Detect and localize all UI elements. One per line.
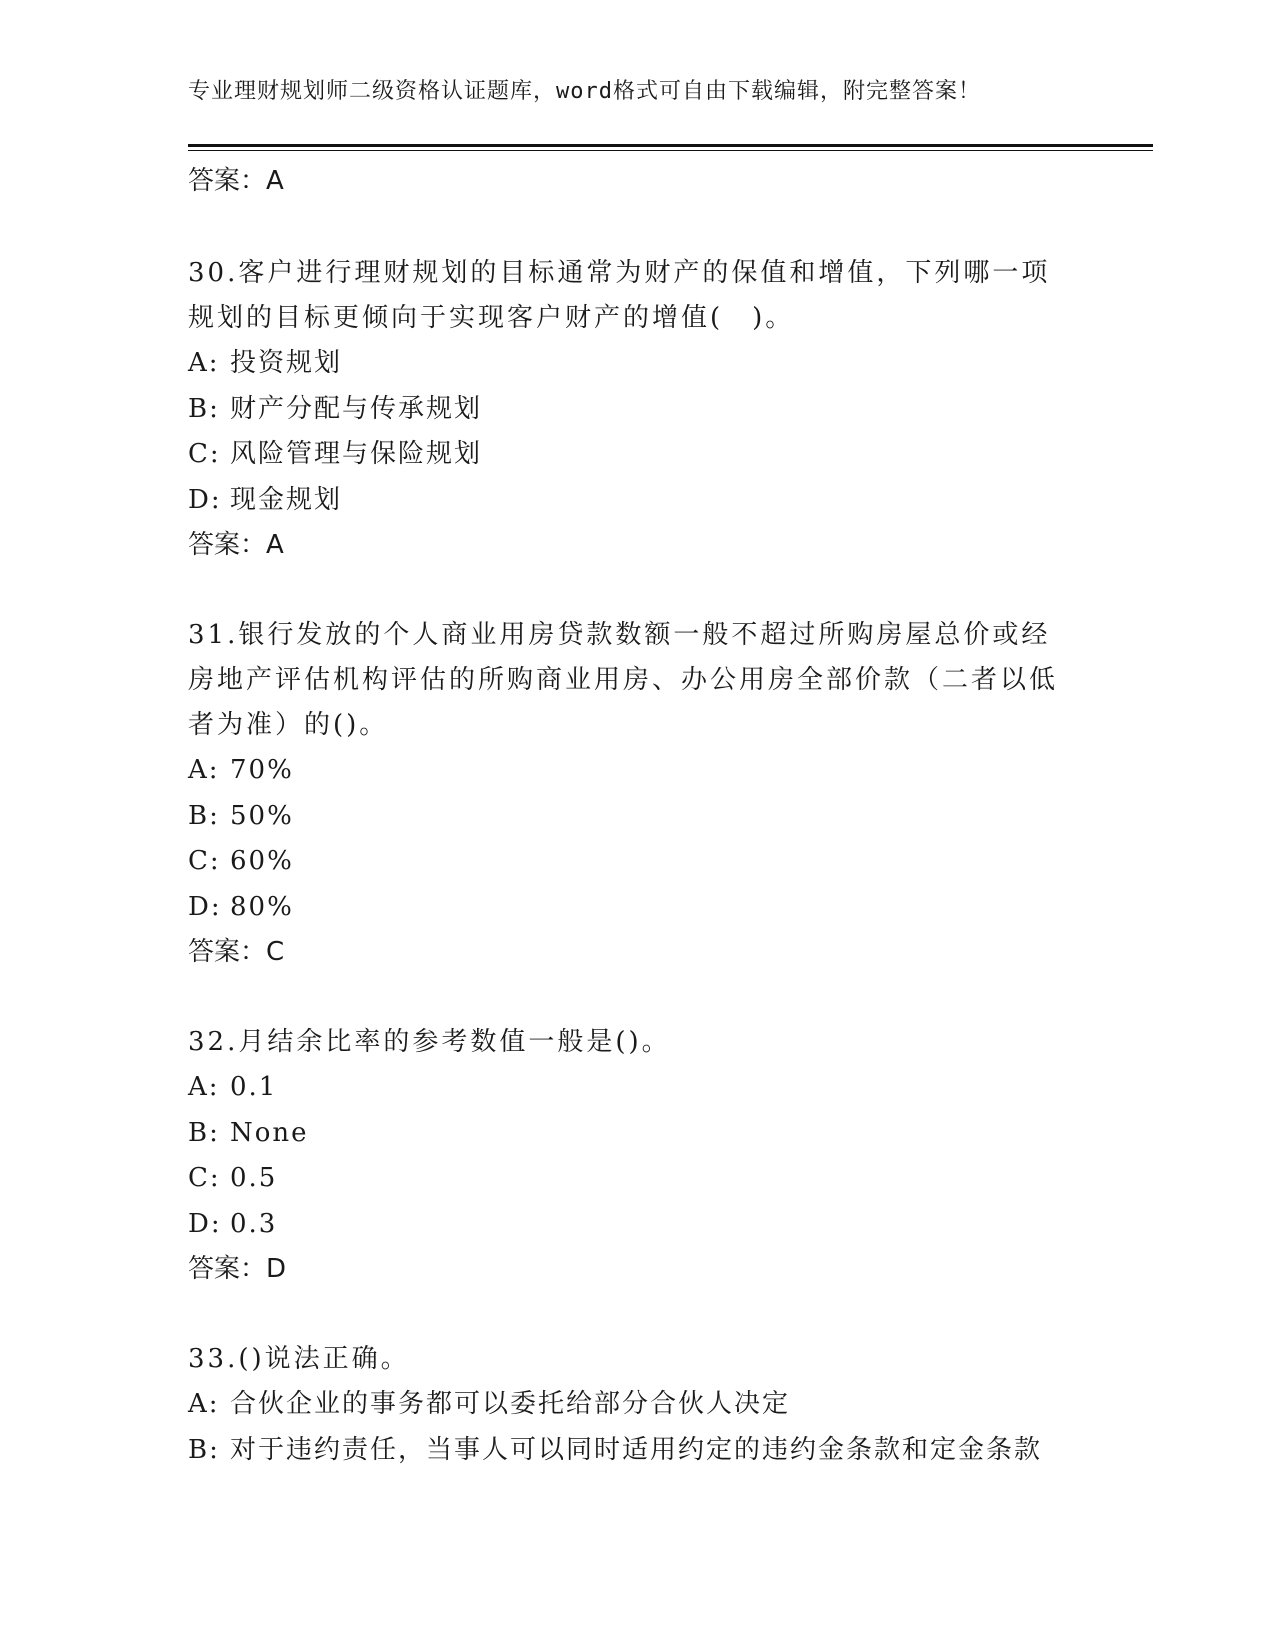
header-rule-thick bbox=[188, 144, 1153, 147]
option-letter: B: bbox=[188, 800, 220, 831]
option-letter: B: bbox=[188, 393, 220, 424]
option-letter: D: bbox=[188, 1208, 222, 1239]
option-text: 合伙企业的事务都可以委托给部分合伙人决定 bbox=[230, 1389, 791, 1419]
question-text: 32.月结余比率的参考数值一般是()。 bbox=[188, 1027, 671, 1057]
option-item bbox=[188, 387, 1088, 433]
option-letter: C: bbox=[188, 1163, 221, 1193]
question-list bbox=[188, 157, 1088, 1473]
option-text: 风险管理与保险规划 bbox=[230, 439, 483, 469]
option-item bbox=[188, 341, 1088, 387]
option-item bbox=[188, 1111, 1088, 1157]
option-text: 0.1 bbox=[230, 1072, 278, 1102]
option-item bbox=[188, 432, 1088, 478]
answer-line: 答案：A bbox=[188, 166, 284, 196]
option-text: 财产分配与传承规划 bbox=[230, 393, 483, 424]
option-item bbox=[188, 885, 1088, 931]
option-item bbox=[188, 748, 1088, 794]
option-item bbox=[188, 839, 1088, 885]
question-block bbox=[188, 613, 1088, 974]
option-item bbox=[188, 1065, 1088, 1111]
option-item bbox=[188, 794, 1088, 840]
option-item bbox=[188, 1382, 1088, 1428]
question-block bbox=[188, 1337, 1088, 1473]
option-letter: D: bbox=[188, 891, 222, 922]
option-letter: B: bbox=[188, 1434, 220, 1465]
option-text: 70% bbox=[230, 755, 294, 785]
option-item bbox=[188, 1202, 1088, 1248]
option-text: 现金规划 bbox=[230, 484, 343, 515]
page-header: 专业理财规划师二级资格认证题库，word格式可自由下载编辑，附完整答案！ bbox=[188, 79, 981, 104]
option-text: 60% bbox=[230, 846, 294, 876]
option-letter: C: bbox=[188, 439, 221, 469]
option-text: 0.5 bbox=[230, 1163, 278, 1193]
question-block bbox=[188, 251, 1088, 567]
header-rule-thin bbox=[188, 150, 1153, 151]
option-text: 50% bbox=[230, 800, 294, 831]
question-text: 30.客户进行理财规划的目标通常为财产的保值和增值，下列哪一项规划的目标更倾向于实现客户财产的增值( )。 bbox=[188, 258, 1051, 333]
option-letter: A: bbox=[188, 1072, 220, 1102]
option-item bbox=[188, 1156, 1088, 1202]
answer-line: 答案：A bbox=[188, 530, 284, 560]
option-item bbox=[188, 1428, 1088, 1474]
option-letter: B: bbox=[188, 1117, 220, 1148]
option-text: 0.3 bbox=[230, 1208, 278, 1239]
option-letter: A: bbox=[188, 348, 220, 378]
question-block bbox=[188, 1020, 1088, 1291]
option-item bbox=[188, 478, 1088, 524]
option-letter: A: bbox=[188, 1389, 220, 1419]
answer-line: 答案：C bbox=[188, 937, 285, 967]
option-letter: C: bbox=[188, 846, 221, 876]
option-letter: D: bbox=[188, 484, 222, 515]
option-text: 投资规划 bbox=[230, 348, 343, 378]
answer-line: 答案：D bbox=[188, 1254, 287, 1284]
question-text: 33.()说法正确。 bbox=[188, 1344, 410, 1374]
question-text: 31.银行发放的个人商业用房贷款数额一般不超过所购房屋总价或经房地产评估机构评估的所购商业用房、办公用房全部价款（二者以低者为准）的()。 bbox=[188, 620, 1059, 740]
option-text: 对于违约责任，当事人可以同时适用约定的违约金条款和定金条款 bbox=[230, 1434, 1043, 1465]
option-text: 80% bbox=[230, 891, 294, 922]
option-letter: A: bbox=[188, 755, 220, 785]
option-text: None bbox=[230, 1117, 309, 1148]
